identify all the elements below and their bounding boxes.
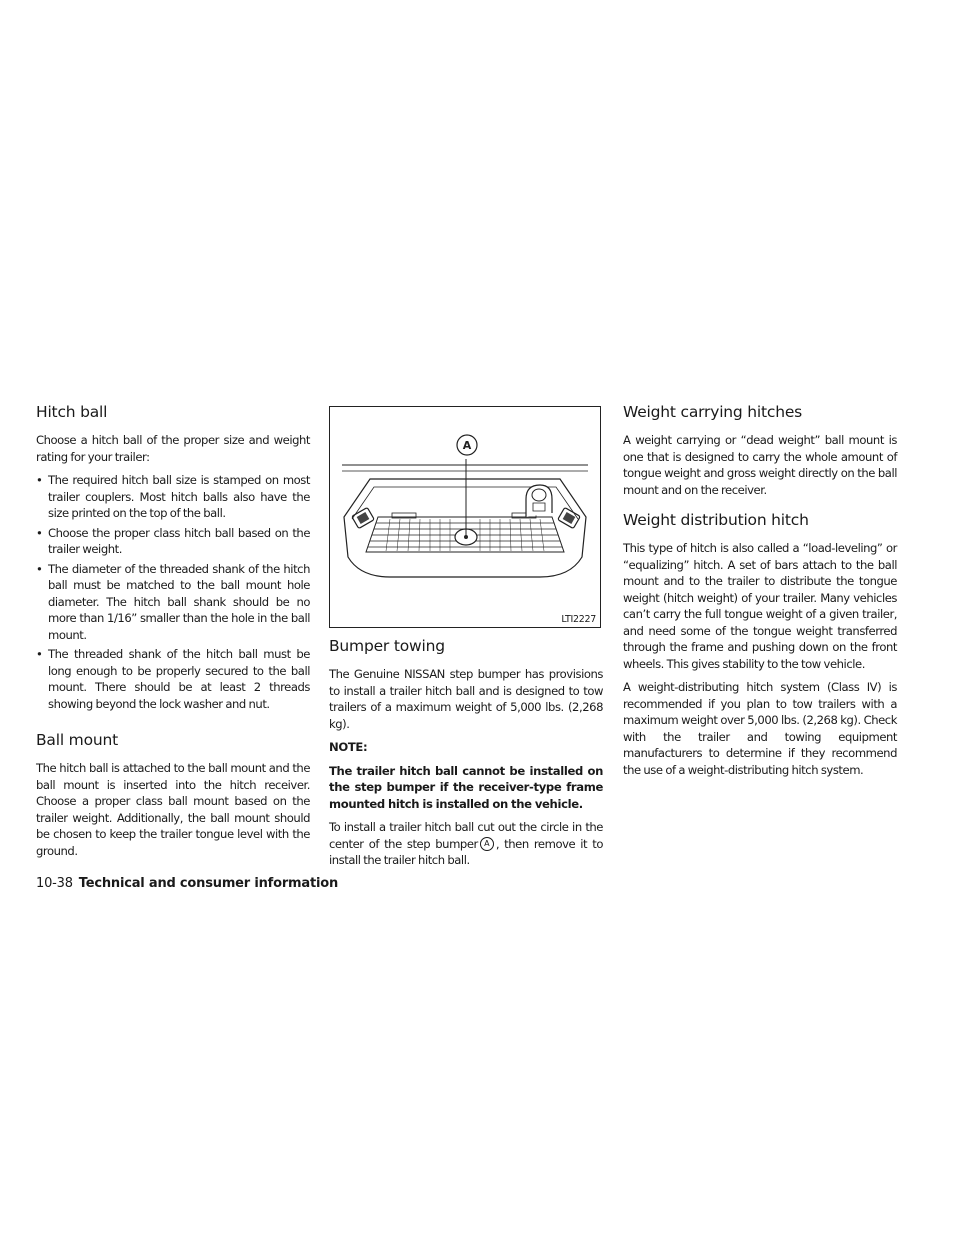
bumper-towing-heading: Bumper towing [329,637,445,655]
list-item: • The threaded shank of the hitch ball must be long enough to be properly secured to the ball mount. There should be at least 2 threads showing beyond the lock washer and nut. [36,646,310,712]
column-middle [329,636,603,876]
step-bumper-illustration [330,407,600,627]
note-body: The trailer hitch ball cannot be installed on the step bumper if the receiver-type frame mounted hitch is installed on the vehicle. [329,763,603,811]
weight-distribution-heading: Weight distribution hitch [623,511,809,529]
install-text-before: To install a trailer hitch ball cut out the circle in the center of the step bumper [329,820,603,851]
hitch-ball-intro: Choose a hitch ball of the proper size and weight rating for your trailer: [36,433,310,464]
weight-carrying-heading: Weight carrying hitches [623,403,803,421]
hitch-ball-heading: Hitch ball [36,403,108,421]
list-item: • The required hitch ball size is stamped on most trailer couplers. Most hitch balls also have the size printed on the top of the ball. [36,472,310,522]
page-number: 10-38 [36,876,73,891]
install-text-after: , then remove it to install the trailer hitch ball. [329,836,603,867]
ball-mount-body: The hitch ball is attached to the ball mount and the ball mount is inserted into the hitch receiver. Choose a proper class ball mount based on the trailer weight. Additionally, the ball mount should be chosen to keep the trailer tongue level with the ground. [36,761,310,858]
list-item: • The diameter of the threaded shank of the hitch ball must be matched to the ball mount hole diameter. The hitch ball shank should be no more than 1/16” smaller than the hole in the ball mount. [36,561,310,644]
page-footer [36,876,338,891]
hitch-ball-list [36,472,310,712]
install-instructions [329,819,603,869]
figure-code: LTI2227 [561,614,596,625]
weight-distribution-body-2: A weight-distributing hitch system (Class IV) is recommended if you plan to tow trailers with a maximum weight over 5,000 lbs. (2,268 kg). Check with the trailer and towing equipment manufacturers to determine if they recommend the use of a weight-distributing hitch system. [623,680,897,777]
column-right [623,402,897,785]
ball-mount-heading: Ball mount [36,731,118,749]
column-left [36,402,310,866]
step-bumper-figure [329,406,601,628]
callout-a-marker: A [480,837,494,851]
list-item: • Choose the proper class hitch ball based on the trailer weight. [36,525,310,558]
figure-callout-a: A [462,439,472,452]
note-label: NOTE: [329,740,368,754]
chapter-title: Technical and consumer information [78,876,338,891]
weight-distribution-body-1: This type of hitch is also called a “load-leveling” or “equalizing” hitch. A set of bars attach to the ball mount and to the trailer to distribute the tongue weight (hitch weight) of your trailer. Many vehicles can’t carry the full tongue weight of a given trailer, and need some of the tongue weight transferred through the frame and pushing down on the front wheels. This gives stability to the tow vehicle. [623,541,897,671]
bumper-towing-body: The Genuine NISSAN step bumper has provisions to install a trailer hitch ball and is designed to tow trailers of a maximum weight of 5,000 lbs. (2,268 kg). [329,667,603,731]
weight-carrying-body: A weight carrying or “dead weight” ball mount is one that is designed to carry the whole amount of tongue weight and gross weight directly on the ball mount and on the receiver. [623,433,897,497]
